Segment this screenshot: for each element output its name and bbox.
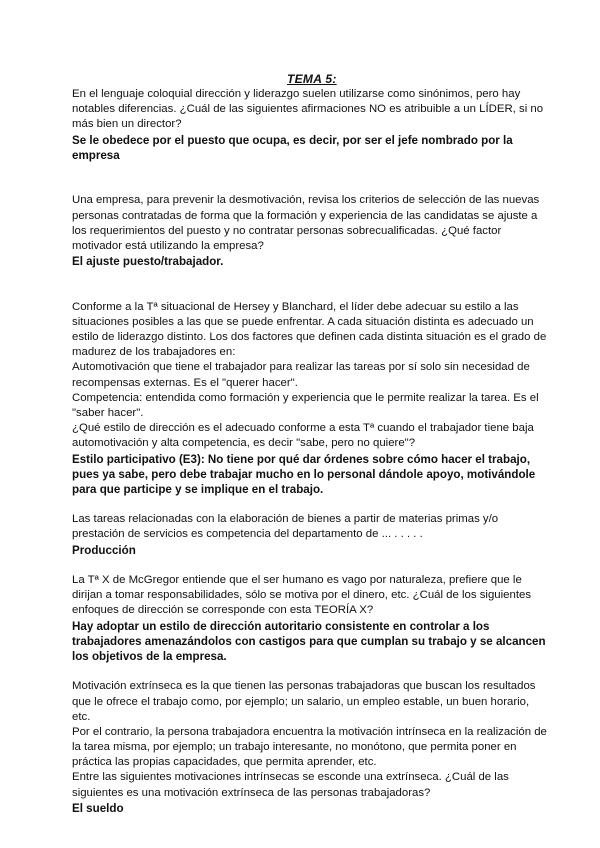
answer-text: Se le obedece por el puesto que ocupa, es decir, por ser el jefe nombrado por la	[72, 133, 513, 147]
spacer	[72, 497, 540, 512]
answer-text: para que participe y se implique en el trabajo.	[72, 482, 324, 496]
answer-text: Estilo participativo (E3): No tiene por qué dar órdenes sobre cómo hacer el trabajo,	[72, 452, 531, 466]
question-text: Por el contrario, la persona trabajadora encuentra la motivación intrínseca en la realización de	[72, 725, 547, 738]
spacer	[72, 558, 540, 573]
question-text: estilo de liderazgo distinto. Los dos factores que definen cada distinta situación es el grado de	[72, 331, 547, 343]
answer-text: los objetivos de la empresa.	[72, 649, 227, 663]
answer-text: El sueldo	[72, 801, 124, 815]
question-text: la tarea misma, por ejemplo; un trabajo interesante, no monótono, que permita poner en	[72, 741, 517, 754]
question-3	[72, 300, 547, 497]
question-text: Motivación extrínseca es la que tienen las personas trabajadoras que buscan los resultados	[72, 680, 536, 693]
answer-text: empresa	[72, 148, 120, 162]
answer-text: trabajadores amenazándolos con castigos para que cumplan su trabajo y se alcancen	[72, 634, 546, 648]
question-text: Conforme a la Tª situacional de Hersey y Blanchard, el líder debe adecuar su estilo a las	[72, 300, 519, 313]
question-text: Entre las siguientes motivaciones intrínsecas se esconde una extrínseca. ¿Cuál de las	[72, 771, 509, 784]
question-text: siguientes es una motivación extrínseca de las personas trabajadoras?	[72, 786, 431, 799]
spacer	[72, 664, 540, 679]
question-text: los requerimientos del puesto y no contratar personas sobrecualificadas. ¿Qué factor	[72, 224, 502, 237]
answer-text: pues ya sabe, pero debe trabajar mucho en lo personal dándole apoyo, motivándole	[72, 467, 536, 481]
question-text: Una empresa, para prevenir la desmotivación, revisa los criterios de selección de las nuevas	[72, 194, 540, 207]
spacer	[72, 284, 540, 299]
question-text: notables diferencias. ¿Cuál de las siguientes afirmaciones NO es atribuible a un LÍDER, si no	[72, 103, 544, 116]
question-1	[72, 87, 544, 163]
question-6	[72, 679, 547, 816]
question-text: ¿Qué estilo de dirección es el adecuado conforme a esta Tª cuando el trabajador tiene baja	[72, 422, 534, 435]
question-text: Automotivación que tiene el trabajador para realizar las tareas por sí solo sin necesidad de	[72, 361, 530, 374]
spacer	[72, 178, 540, 193]
question-4	[72, 512, 540, 558]
spacer	[72, 163, 540, 178]
question-text: En el lenguaje coloquial dirección y liderazgo suelen utilizarse como sinónimos, pero hay	[72, 88, 521, 100]
question-text: personas contratadas de forma que la formación y experiencia de las candidatas se ajuste a	[72, 209, 538, 222]
question-text: más bien un director?	[72, 118, 182, 131]
answer-text: El ajuste puesto/trabajador.	[72, 255, 224, 269]
answer-text: Hay adoptar un estilo de dirección autoritario consistente en controlar a los	[72, 619, 490, 633]
question-text: automotivación y alta competencia, es decir "sabe, pero no quiere"?	[72, 437, 416, 450]
question-text: "saber hacer".	[72, 406, 144, 419]
question-text: La Tª X de McGregor entiende que el ser humano es vago por naturaleza, prefiere que le	[72, 574, 522, 586]
question-text: dirijan a tomar responsabilidades, sólo se motiva por el dinero, etc. ¿Cuál de los siguientes	[72, 589, 532, 602]
question-text: motivador está utilizando la empresa?	[72, 239, 264, 252]
page-title: TEMA 5:	[287, 72, 337, 86]
question-text: situaciones posibles a las que se puede enfrentar. A cada situación distinta es adecuado un	[72, 315, 534, 328]
question-text: madurez de los trabajadores en:	[72, 346, 236, 359]
question-5	[72, 573, 546, 664]
question-text: recompensas externas. Es el "querer hacer".	[72, 376, 298, 389]
question-text: prestación de servicios es competencia del departamento de ... . . . . .	[72, 528, 423, 541]
question-2	[72, 193, 540, 269]
question-text: práctica las propias capacidades, que permita aprender, etc.	[72, 756, 377, 769]
spacer	[72, 269, 540, 284]
question-text: enfoques de dirección se corresponde con esta TEORÍA X?	[72, 604, 374, 617]
document-body	[72, 87, 547, 816]
answer-text: Producción	[72, 543, 136, 557]
question-text: que le ofrece el trabajo como, por ejemplo; un salario, un empleo estable, un buen horario,	[72, 695, 530, 708]
question-text: Las tareas relacionadas con la elaboración de bienes a partir de materias primas y/o	[72, 513, 499, 526]
question-text: Competencia: entendida como formación y experiencia que le permite realizar la tarea. Es el	[72, 391, 539, 404]
question-text: etc.	[72, 710, 91, 723]
